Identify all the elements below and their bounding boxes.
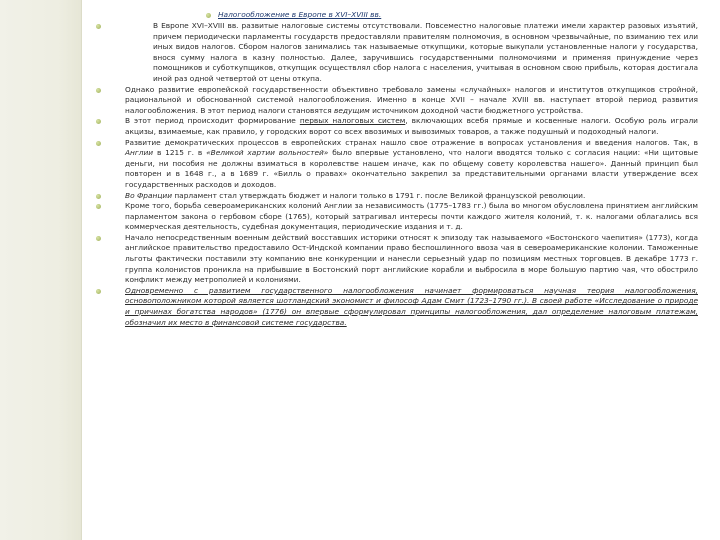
bullet-icon [96,289,101,294]
paragraph-4 [96,138,698,191]
paragraph-1 [96,21,698,85]
paragraph-5-text: парламент стал утверждать бюджет и налоги только в 1791 г. после Великой французской революции. [172,190,586,200]
paragraph-4-text-mid: в 1215 г. в [153,148,207,158]
paragraph-2-text-end: источником доходной части бюджетного устройства. [369,105,584,115]
paragraph-4-italic-england: Англии [125,148,154,158]
slide-content [96,10,698,328]
bullet-icon [96,141,101,146]
bullet-icon [96,236,101,241]
paragraph-6-text: Кроме того, борьба североамериканских колоний Англии за независимость (1775–1783 гг.) была во многом обусловлена принятием английским парламентом закона о гербовом сборе (1765), который затрагивал интересы почти каждого жителя колоний, т. к. налогами облагались вся коммерческая деятельность, судебная документация, периодические издания и т. д. [125,201,698,232]
bullet-icon [96,119,101,124]
paragraph-2-italic: ведущим [334,105,370,115]
bullet-icon [96,88,101,93]
paragraph-4-text-end: было впервые установлено, что налоги вводятся только с согласия нации: «Ни щитовые деньги, ни пособия не должны взиматься в королевстве нашем иначе, как по общему совету королевства нашего». Данный принцип был повторен и в 1648 г., а в 1689 г. «Билль о правах» окончательно закрепил за представительными органами власти утверждение всех государственных расходов и доходов. [125,148,698,189]
paragraph-3-text-end: , включающих всебя прямые и косвенные налоги. Особую роль играли акцизы, взимаемые, как правило, у городских ворот со всех ввозимых и вывозимых товаров, а также подушный и подоходный налоги. [125,116,698,136]
paragraph-4-text: Развитие демократических процессов в европейских странах нашло свое отражение в вопросах установления и введения налогов. Так, в [125,137,698,147]
slide-title: Налогообложение в Европе в XVI–XVIII вв. [218,10,382,19]
paragraph-7-text: Начало непосредственным военным действий восставших историки относят к эпизоду так называемого «Бостонского чаепития» (1773), когда английское правительство предоставило Ост-Индской компании право беспошлинного ввоза чая в североамериканские колонии. Таможенные льготы фактически поставили эту компанию вне конкуренции и нанесли серьезный удар по позициям местных торговцев. В декабре 1773 г. группа колонистов проникла на прибывшие в Бостонский порт английские корабли и выбросила в море большую партию чая, что обострило конфликт между метрополией и колониями. [125,232,698,285]
bullet-icon [96,24,101,29]
paragraph-5-italic: Во Франции [125,190,172,200]
paragraph-7 [96,233,698,286]
paragraph-6 [96,201,698,233]
paragraph-2-text: Однако развитие европейской государственности объективно требовало замены «случайных» налогов и институтов откупщиков стройной, рациональной и обоснованной системой налогообложения. Именно в конце XVII – начале XVIII вв. наступает второй период развития налогообложения. В этот период налоги становятся [125,84,698,115]
paragraph-4-italic-charter: «Великой хартии вольностей» [206,148,329,158]
bullet-icon [206,13,211,18]
bullet-icon [96,194,101,199]
paragraph-8 [96,286,698,328]
title-row [96,10,698,21]
paragraph-5 [96,191,698,202]
paragraph-3-underlined: первых налоговых систем [299,116,406,126]
paragraph-3-text: В этот период происходит формирование [125,116,300,126]
bullet-icon [96,204,101,209]
paragraph-8-text: Одновременно с развитием государственного налогообложения начинает формироваться научная теория налогообложения, основоположником которой является шотландский экономист и философ Адам Смит (1723–1790 гг.). В своей работе «Исследование о природе и причинах богатства народов» (1776) он впервые сформулировал принципы налогообложения, дал определение налоговым платежам, обозначил их место в финансовой системе государства. [125,285,698,327]
left-decorative-panel [0,0,82,540]
paragraph-3 [96,116,698,137]
paragraph-1-text: В Европе XVI–XVIII вв. развитые налоговые системы отсутствовали. Повсеместно налоговые платежи имели характер разовых изъятий, причем периодически парламенты государств предоставляли правителям полномочия, в основном чрезвычайные, по взиманию тех или иных видов налогов. Сбором налогов занимались так называемые откупщики, которые выкупали установленные налоги у государства, внося сумму налога в казну полностью. Далее, заручившись государственными полномочиями и применяя принуждение через помощников и суботкупщиков, откупщик осуществлял сбор налога с населения, учитывая в основном свою прибыль, которая достигала иной раз одной четвертой от цены откупа. [153,21,698,83]
paragraph-2 [96,85,698,117]
